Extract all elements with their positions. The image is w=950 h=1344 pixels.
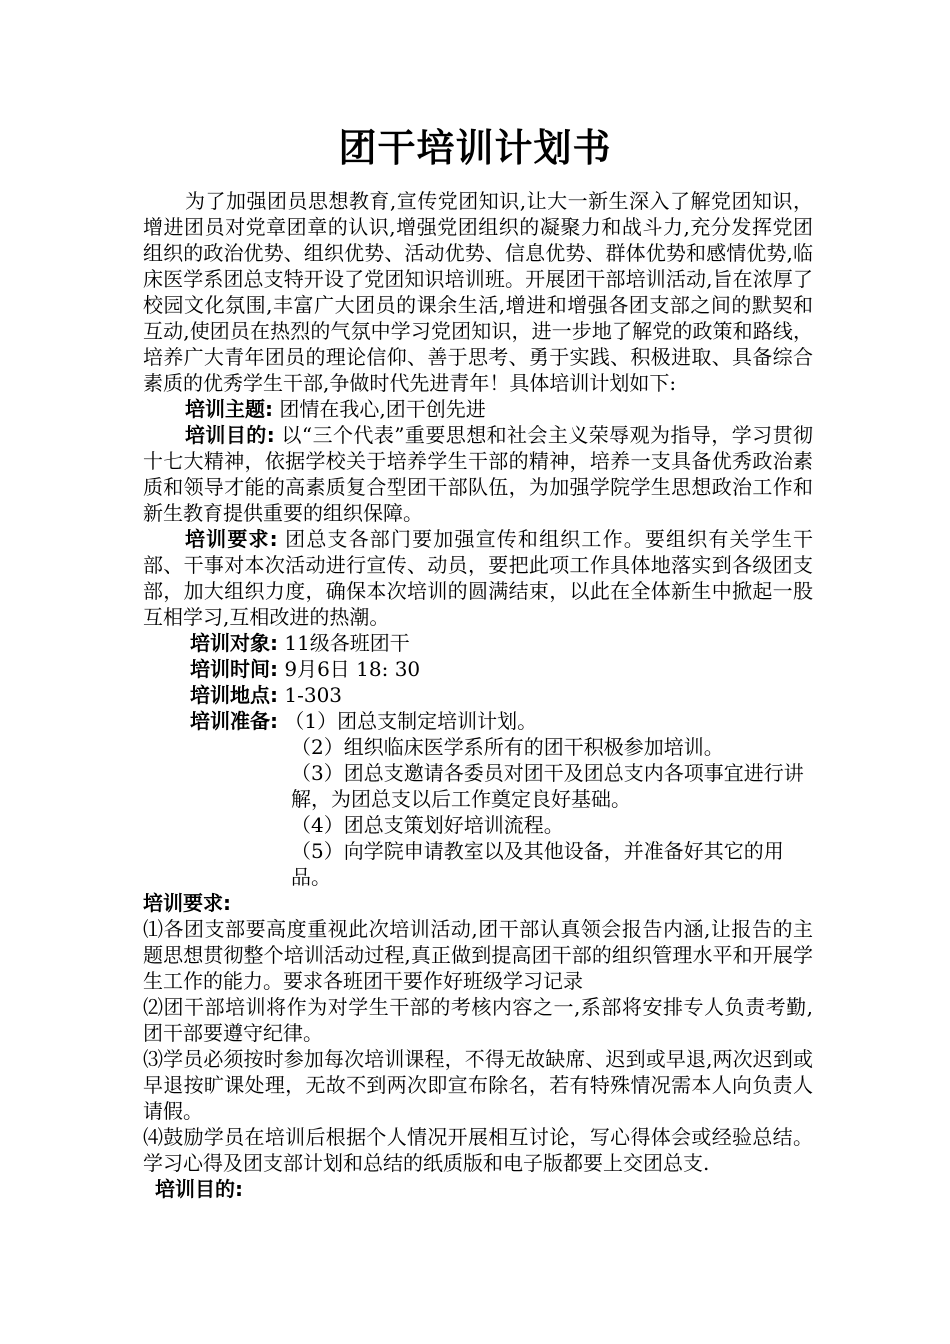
document-body	[143, 188, 813, 1202]
theme-label: 培训主题:	[185, 397, 273, 421]
theme-value: 团情在我心,团干创先进	[279, 397, 486, 421]
location-value: 1-303	[284, 683, 343, 707]
purpose-paragraph	[143, 422, 813, 526]
requirement-item: ⑶学员必须按时参加每次培训课程，不得无故缺席、迟到或早退,两次迟到或早退按旷课处理，无故不到两次即宣布除名，若有特殊情况需本人向负责人请假。	[143, 1047, 813, 1123]
theme-line	[143, 396, 813, 422]
preparation-item: （3）团总支邀请各委员对团干及团总支内各项事宜进行讲解，为团总支以后工作奠定良好基础。	[291, 761, 804, 811]
document-title: 团干培训计划书	[338, 126, 612, 170]
preparation-item: （1）团总支制定培训计划。	[284, 709, 538, 733]
requirement-item: ⑷鼓励学员在培训后根据个人情况开展相互讨论，写心得体会或经验总结。学习心得及团支部计划和总结的纸质版和电子版都要上交团总支.	[143, 1125, 813, 1175]
final-heading: 培训目的:	[155, 1177, 243, 1201]
time-value: 9月6日 18: 30	[284, 657, 421, 681]
intro-paragraph: 为了加强团员思想教育,宣传党团知识,让大一新生深入了解党团知识，增进团员对党章团章的认识,增强党团组织的凝聚力和战斗力,充分发挥党团组织的政治优势、组织优势、活动优势、信息优势、群体优势和感情优势,临床医学系团总支特开设了党团知识培训班。开展团干部培训活动,旨在浓厚了校园文化氛围,丰富广大团员的课余生活,增进和增强各团支部之间的默契和互动,使团员在热烈的气氛中学习党团知识，进一步地了解党的政策和路线，培养广大青年团员的理论信仰、善于思考、勇于实践、积极进取、具备综合素质的优秀学生干部,争做时代先进青年！具体培训计划如下:	[143, 189, 813, 395]
purpose-value: 以“三个代表”重要思想和社会主义荣辱观为指导，学习贯彻十七大精神，依据学校关于培养学生干部的精神，培养一支具备优秀政治素质和领导才能的高素质复合型团干部队伍，为加强学院学生思想政治工作和新生教育提供重要的组织保障。	[143, 423, 814, 525]
target-value: 11级各班团干	[284, 631, 410, 655]
preparation-list	[143, 734, 813, 890]
preparation-item: （4）团总支策划好培训流程。	[291, 813, 564, 837]
location-line	[143, 682, 813, 708]
time-line	[143, 656, 813, 682]
preparation-item: （2）组织临床医学系所有的团干积极参加培训。	[291, 735, 724, 759]
preparation-item: （5）向学院申请教室以及其他设备，并准备好其它的用品。	[291, 839, 784, 889]
requirement-paragraph	[143, 526, 813, 630]
target-label: 培训对象:	[190, 631, 278, 655]
requirement-label: 培训要求:	[185, 527, 278, 551]
time-label: 培训时间:	[190, 657, 278, 681]
preparation-line	[143, 708, 813, 734]
purpose-label: 培训目的:	[185, 423, 275, 447]
requirement-item: ⑵团干部培训将作为对学生干部的考核内容之一,系部将安排专人负责考勤,团干部要遵守纪律。	[143, 995, 813, 1045]
preparation-label: 培训准备:	[190, 709, 278, 733]
requirements-heading: 培训要求:	[143, 891, 231, 915]
requirement-item: ⑴各团支部要高度重视此次培训活动,团干部认真领会报告内涵,让报告的主题思想贯彻整个培训活动过程,真正做到提高团干部的组织管理水平和开展学生工作的能力。要求各班团干要作好班级学习记录	[143, 917, 813, 993]
location-label: 培训地点:	[190, 683, 278, 707]
requirement-value: 团总支各部门要加强宣传和组织工作。要组织有关学生干部、干事对本次活动进行宣传、动员，要把此项工作具体地落实到各级团支部，加大组织力度，确保本次培训的圆满结束，以此在全体新生中掀起一股互相学习,互相改进的热潮。	[143, 527, 814, 629]
target-line	[143, 630, 813, 656]
